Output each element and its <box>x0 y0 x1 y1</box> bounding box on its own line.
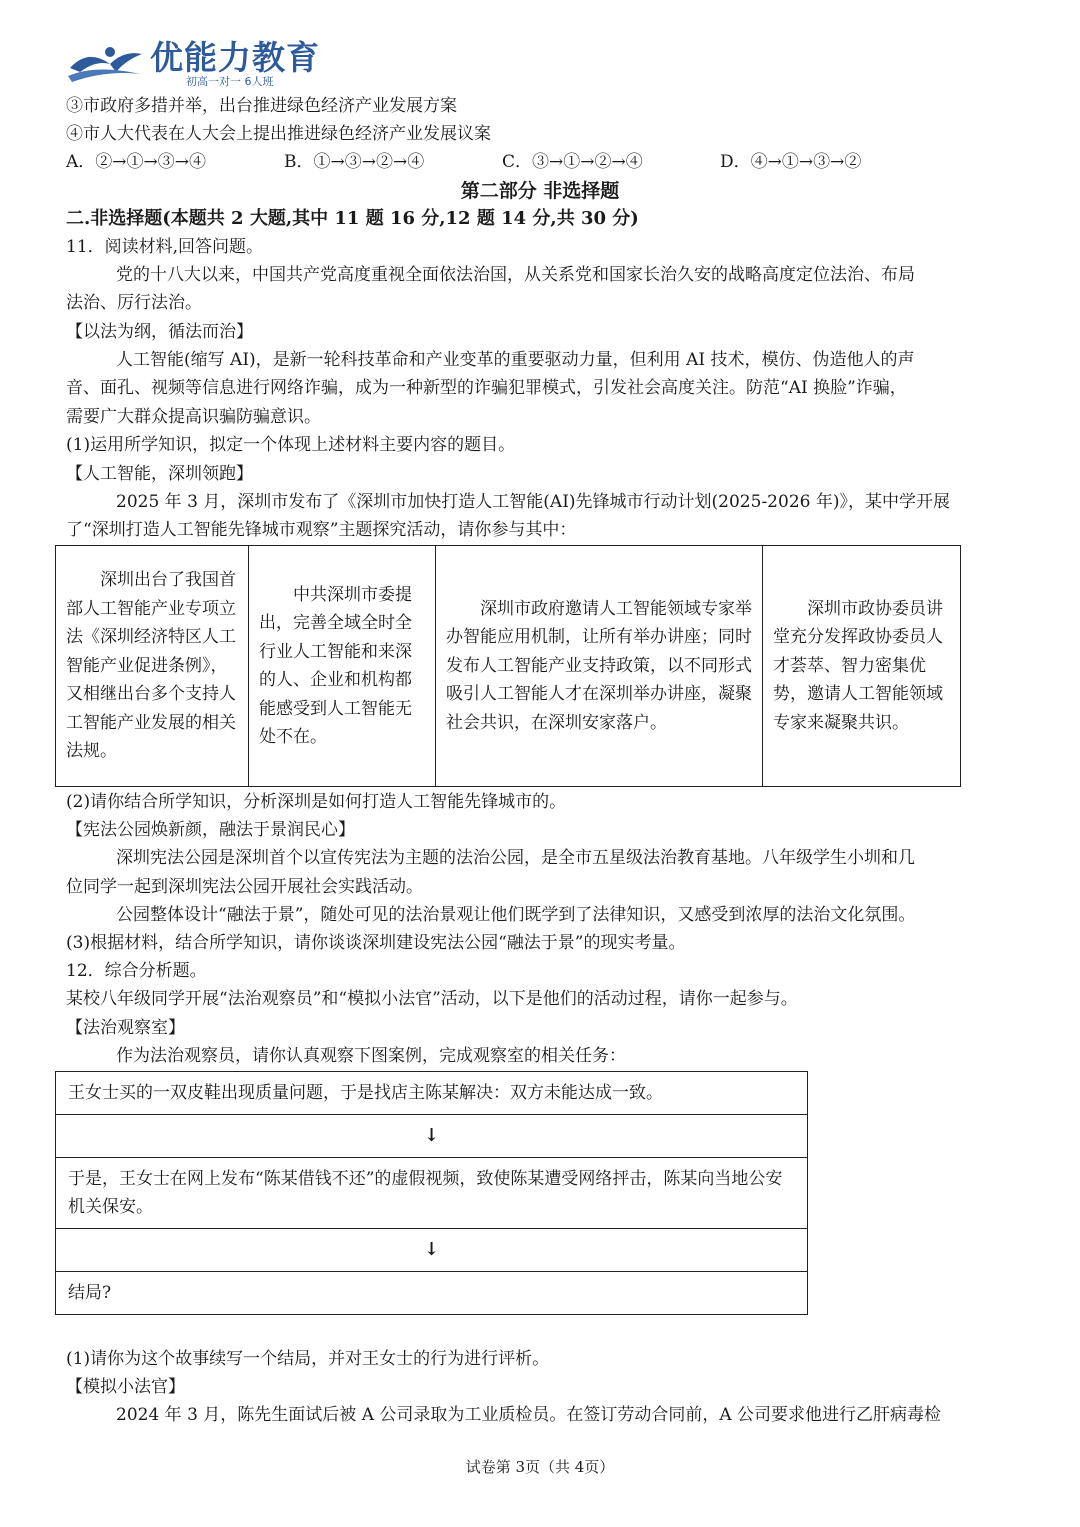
table-cell: 深圳市政府邀请人工智能领域专家举办智能应用机制，让所有举办讲座；同时发布人工智能产业支持政策，以不同形式吸引人工智能人才在深圳举办讲座，凝聚社会共识，在深圳安家落户。 <box>436 546 763 787</box>
case-flow-table <box>55 1071 808 1315</box>
case-step: 于是，王女士在网上发布“陈某借钱不还”的虚假视频，致使陈某遭受网络抨击，陈某向当地公安机关保安。 <box>56 1158 808 1229</box>
option-3: ③市政府多措并举，出台推进绿色经济产业发展方案 <box>66 96 457 116</box>
paragraph: 深圳宪法公园是深圳首个以宣传宪法为主题的法治公园，是全市五星级法治教育基地。八年级学生小圳和几 <box>116 848 915 868</box>
book-bird-logo-icon <box>66 38 144 84</box>
choice-a: A．②→①→③→④ <box>66 152 207 172</box>
option-4: ④市人大代表在人大会上提出推进绿色经济产业发展议案 <box>66 124 491 144</box>
part-heading: 第二部分 非选择题 <box>460 180 620 202</box>
paragraph: 作为法治观察员，请你认真观察下图案例，完成观察室的相关任务： <box>116 1046 626 1066</box>
question-12: 12．综合分析题。 <box>66 961 207 981</box>
paragraph: 音、面孔、视频等信息进行网络诈骗，成为一种新型的诈骗犯罪模式，引发社会高度关注。防范“AI 换脸”诈骗， <box>66 378 907 398</box>
paragraph: 党的十八大以来，中国共产党高度重视全面依法治国，从关系党和国家长治久安的战略高度定位法治、布局 <box>116 265 915 285</box>
sub-question: (2)请你结合所学知识，分析深圳是如何打造人工智能先锋城市的。 <box>66 792 567 812</box>
paragraph: 2024 年 3 月，陈先生面试后被 A 公司录取为工业质检员。在签订劳动合同前，A 公司要求他进行乙肝病毒检 <box>116 1405 942 1425</box>
subheading: 【人工智能，深圳领跑】 <box>66 464 253 484</box>
choice-b: B．①→③→②→④ <box>284 152 425 172</box>
logo-subtitle: 初高一对一 6人班 <box>186 75 274 88</box>
subheading: 【以法为纲，循法而治】 <box>66 322 253 342</box>
table-cell: 深圳市政协委员讲堂充分发挥政协委员人才荟萃、智力密集优势，邀请人工智能领域专家来凝聚共识。 <box>763 546 961 787</box>
down-arrow-icon: ↓ <box>56 1115 808 1158</box>
logo-name: 优能力教育 <box>150 38 320 77</box>
paragraph: 法治、厉行法治。 <box>66 293 202 313</box>
case-step: 王女士买的一双皮鞋出现质量问题，于是找店主陈某解决：双方未能达成一致。 <box>56 1072 808 1115</box>
sub-question: (3)根据材料，结合所学知识，请你谈谈深圳建设宪法公园“融法于景”的现实考量。 <box>66 933 686 953</box>
paragraph: 2025 年 3 月，深圳市发布了《深圳市加快打造人工智能(AI)先锋城市行动计划(2025-2026 年)》，某中学开展 <box>116 492 950 512</box>
measures-table <box>55 545 961 787</box>
sub-question: (1)请你为这个故事续写一个结局，并对王女士的行为进行评析。 <box>66 1349 550 1369</box>
sub-question: (1)运用所学知识，拟定一个体现上述材料主要内容的题目。 <box>66 435 516 455</box>
paragraph: 公园整体设计“融法于景”，随处可见的法治景观让他们既学到了法律知识，又感受到浓厚的法治文化氛围。 <box>116 905 916 925</box>
subheading: 【模拟小法官】 <box>66 1377 185 1397</box>
section-heading: 二.非选择题(本题共 2 大题,其中 11 题 16 分,12 题 14 分,共 30 分) <box>66 208 639 229</box>
down-arrow-icon: ↓ <box>56 1229 808 1272</box>
choice-d: D．④→①→③→② <box>720 152 862 172</box>
question-11: 11．阅读材料,回答问题。 <box>66 237 264 257</box>
table-cell: 中共深圳市委提出，完善全域全时全行业人工智能和来深的人、企业和机构都能感受到人工智能无处不在。 <box>249 546 436 787</box>
paragraph: 某校八年级同学开展“法治观察员”和“模拟小法官”活动，以下是他们的活动过程，请你一起参与。 <box>66 989 798 1009</box>
paragraph: 了“深圳打造人工智能先锋城市观察”主题探究活动，请你参与其中： <box>66 520 577 540</box>
paragraph: 人工智能(缩写 AI)，是新一轮科技革命和产业变革的重要驱动力量，但利用 AI 技术，模仿、伪造他人的声 <box>116 350 915 370</box>
subheading: 【法治观察室】 <box>66 1018 185 1038</box>
logo <box>66 30 346 90</box>
paragraph: 需要广大群众提高识骗防骗意识。 <box>66 407 321 427</box>
case-ending: 结局? <box>56 1272 808 1315</box>
paragraph: 位同学一起到深圳宪法公园开展社会实践活动。 <box>66 877 423 897</box>
page-footer: 试卷第 3页（共 4页） <box>465 1458 615 1476</box>
choice-c: C．③→①→②→④ <box>502 152 643 172</box>
table-cell: 深圳出台了我国首部人工智能产业专项立法《深圳经济特区人工智能产业促进条例》，又相继出台多个支持人工智能产业发展的相关法规。 <box>56 546 249 787</box>
subheading: 【宪法公园焕新颜，融法于景润民心】 <box>66 820 355 840</box>
